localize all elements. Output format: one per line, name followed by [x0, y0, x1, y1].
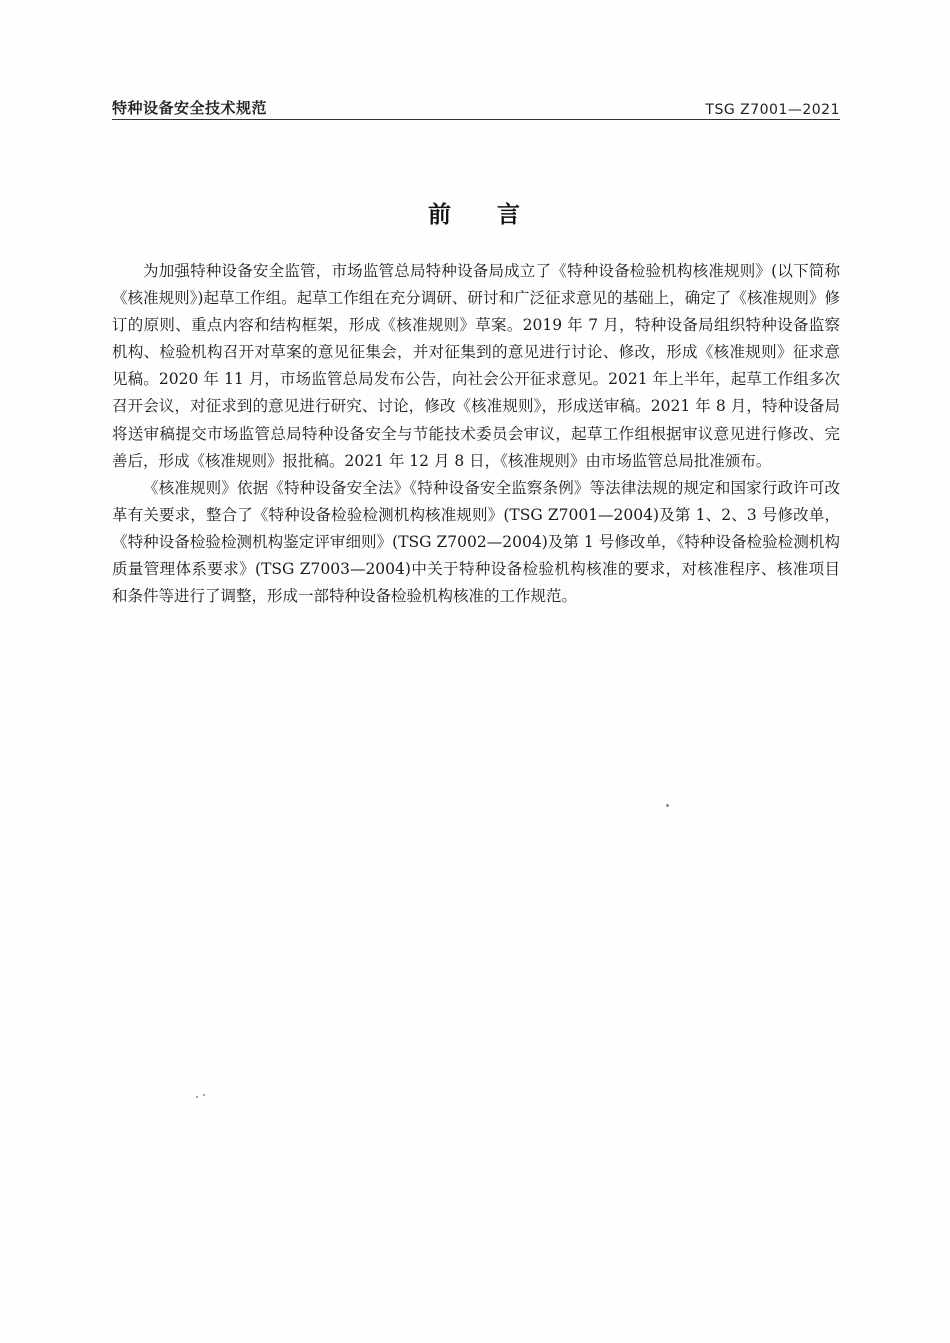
scan-speck: [196, 1096, 198, 1098]
paragraph-1: 为加强特种设备安全监管，市场监管总局特种设备局成立了《特种设备检验机构核准规则》(以下简称《核准规则》)起草工作组。起草工作组在充分调研、研讨和广泛征求意见的基础上，确定了《核准规则》修订的原则、重点内容和结构框架，形成《核准规则》草案。2019 年 7 月，特种设备局组织特种设备监察机构、检验机构召开对草案的意见征集会，并对征集到的意见进行讨论、修改，形成《核准规则》征求意见稿。2020 年 11 月，市场监管总局发布公告，向社会公开征求意见。2021 年上半年，起草工作组多次召开会议，对征求到的意见进行研究、讨论，修改《核准规则》，形成送审稿。2021 年 8 月，特种设备局将送审稿提交市场监管总局特种设备安全与节能技术委员会审议，起草工作组根据审议意见进行修改、完善后，形成《核准规则》报批稿。2021 年 12 月 8 日，《核准规则》由市场监管总局批准颁布。: [112, 262, 840, 470]
page-title: [0, 196, 950, 229]
header-standard-number: TSG Z7001—2021: [705, 102, 840, 118]
scan-speck: [203, 1094, 205, 1096]
header-standard-category: 特种设备安全技术规范: [112, 99, 268, 117]
title-char-2: 言: [497, 202, 522, 228]
preface-body: [112, 258, 840, 610]
header-divider: [112, 119, 840, 120]
scan-speck: [666, 804, 669, 807]
title-char-1: 前: [428, 202, 453, 228]
paragraph-2: 《核准规则》依据《特种设备安全法》《特种设备安全监察条例》等法律法规的规定和国家行政许可改革有关要求，整合了《特种设备检验检测机构核准规则》(TSG Z7001—2004)及第 1、2、3 号修改单，《特种设备检验检测机构鉴定评审细则》(TSG Z7002—2004)及第 1 号修改单，《特种设备检验检测机构质量管理体系要求》(TSG Z7003—2004)中关于特种设备检验机构核准的要求，对核准程序、核准项目和条件等进行了调整，形成一部特种设备检验机构核准的工作规范。: [112, 478, 840, 606]
running-header: [112, 92, 840, 118]
